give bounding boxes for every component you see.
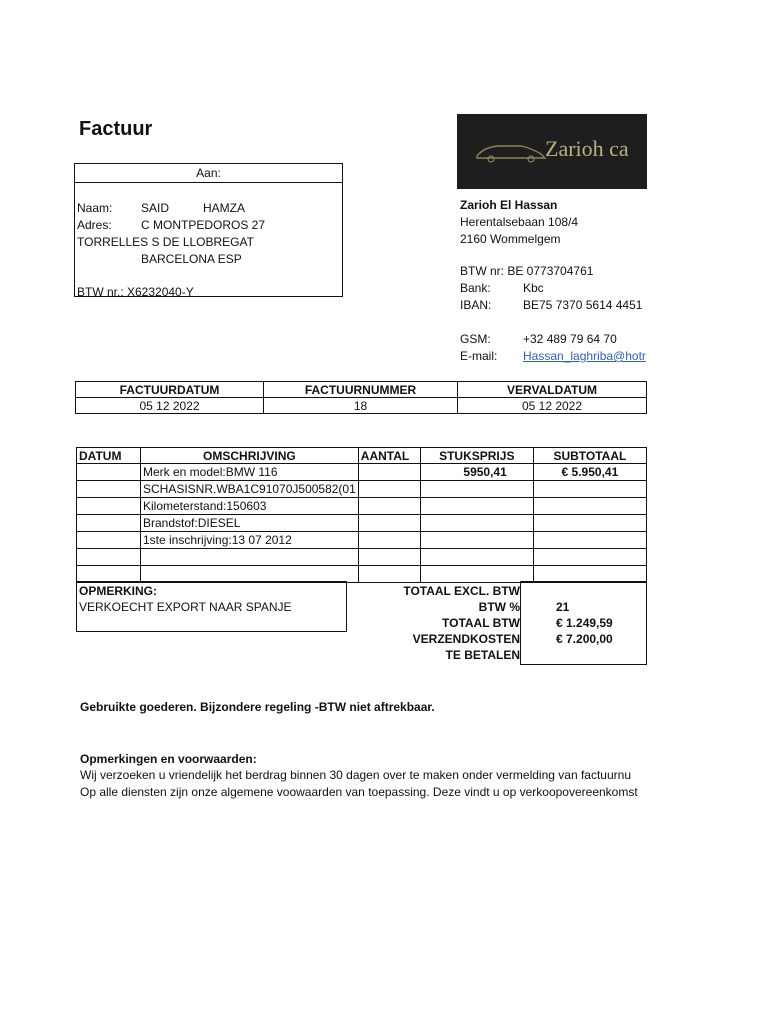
gsm-label: GSM:	[460, 332, 491, 346]
bank-value: Kbc	[523, 281, 544, 295]
remarks-box	[76, 581, 347, 632]
naam-first: SAID	[141, 201, 170, 215]
email-label: E-mail:	[460, 349, 498, 363]
table-cell	[77, 566, 141, 583]
omschrijving-header: OMSCHRIJVING	[141, 448, 359, 464]
table-row	[77, 549, 647, 566]
table-cell	[420, 515, 533, 532]
conditions-title: Opmerkingen en voorwaarden:	[80, 752, 257, 766]
totaal-btw-label: TOTAAL BTW	[442, 616, 520, 630]
table-cell	[77, 481, 141, 498]
logo-text: Zarioh ca	[545, 136, 629, 161]
verzendkosten-value: € 7.200,00	[556, 632, 613, 646]
factuurdatum-header: FACTUURDATUM	[76, 382, 264, 398]
gsm-value: +32 489 79 64 70	[523, 332, 617, 346]
invoice-info-table	[75, 381, 647, 414]
table-cell	[533, 532, 646, 549]
factuurnummer-header: FACTUURNUMMER	[264, 382, 458, 398]
datum-header: DATUM	[77, 448, 141, 464]
table-cell	[358, 549, 420, 566]
table-cell	[358, 464, 420, 481]
table-cell	[533, 566, 646, 583]
email-link[interactable]: Hassan_laghriba@hotr	[523, 349, 646, 363]
stuksprijs-header: STUKSPRIJS	[420, 448, 533, 464]
table-cell	[420, 566, 533, 583]
country-line: BARCELONA ESP	[141, 252, 242, 266]
table-cell	[77, 549, 141, 566]
table-cell	[533, 481, 646, 498]
table-row	[77, 464, 647, 481]
table-cell: Kilometerstand:150603	[141, 498, 359, 515]
table-cell	[420, 481, 533, 498]
btw-percent-label: BTW %	[478, 600, 520, 614]
te-betalen-label: TE BETALEN	[445, 648, 520, 662]
company-logo	[457, 114, 647, 189]
table-row	[77, 566, 647, 583]
seller-name: Zarioh El Hassan	[460, 198, 558, 212]
recipient-header: Aan:	[75, 164, 342, 183]
seller-street: Herentalsebaan 108/4	[460, 215, 579, 229]
table-cell	[358, 515, 420, 532]
table-cell	[358, 498, 420, 515]
table-cell	[141, 549, 359, 566]
table-cell: € 5.950,41	[533, 464, 646, 481]
table-row	[77, 532, 647, 549]
iban-label: IBAN:	[460, 298, 492, 312]
conditions-line-1: Wij verzoeken u vriendelijk het berdrag binnen 30 dagen over te maken onder vermelding van factuurnu	[80, 768, 631, 782]
adres-street: C MONTPEDOROS 27	[141, 218, 266, 232]
table-cell: 5950,41	[420, 464, 533, 481]
table-cell	[420, 498, 533, 515]
remarks-text: VERKOECHT EXPORT NAAR SPANJE	[79, 600, 292, 614]
table-cell	[141, 566, 359, 583]
verzendkosten-label: VERZENDKOSTEN	[412, 632, 520, 646]
factuurdatum-value: 05 12 2022	[76, 398, 264, 414]
vervaldatum-header: VERVALDATUM	[458, 382, 647, 398]
aantal-header: AANTAL	[358, 448, 420, 464]
table-cell	[420, 549, 533, 566]
seller-city: 2160 Wommelgem	[460, 232, 561, 246]
table-cell	[77, 515, 141, 532]
recipient-box	[74, 163, 343, 297]
city-line: TORRELLES S DE LLOBREGAT	[77, 235, 254, 249]
table-cell: Merk en model:BMW 116	[141, 464, 359, 481]
table-row	[77, 481, 647, 498]
table-cell: SCHASISNR.WBA1C91070J500582(01	[141, 481, 359, 498]
totaal-btw-value: € 1.249,59	[556, 616, 613, 630]
table-cell	[420, 532, 533, 549]
naam-label: Naam:	[77, 201, 113, 215]
totaal-excl-label: TOTAAL EXCL. BTW	[403, 584, 520, 598]
table-cell	[358, 566, 420, 583]
adres-label: Adres:	[77, 218, 112, 232]
table-row	[77, 515, 647, 532]
table-row	[77, 498, 647, 515]
table-cell	[77, 532, 141, 549]
subtotaal-header: SUBTOTAAL	[533, 448, 646, 464]
table-cell	[533, 549, 646, 566]
table-cell	[533, 498, 646, 515]
factuurnummer-value: 18	[264, 398, 458, 414]
table-cell	[533, 515, 646, 532]
seller-btw: BTW nr: BE 0773704761	[460, 264, 594, 278]
btw-percent-value: 21	[556, 600, 570, 614]
vervaldatum-value: 05 12 2022	[458, 398, 647, 414]
table-cell	[77, 498, 141, 515]
naam-last: HAMZA	[203, 201, 245, 215]
table-cell	[77, 464, 141, 481]
table-cell: 1ste inschrijving:13 07 2012	[141, 532, 359, 549]
items-table	[76, 447, 647, 583]
bank-label: Bank:	[460, 281, 491, 295]
car-icon	[471, 132, 551, 172]
recipient-btw: BTW nr.: X6232040-Y	[77, 285, 194, 299]
table-cell	[358, 481, 420, 498]
page-title: Factuur	[79, 118, 153, 140]
vat-note: Gebruikte goederen. Bijzondere regeling -BTW niet aftrekbaar.	[80, 700, 435, 714]
remarks-label: OPMERKING:	[79, 584, 157, 598]
iban-value: BE75 7370 5614 4451	[523, 298, 643, 312]
table-cell	[358, 532, 420, 549]
table-cell: Brandstof:DIESEL	[141, 515, 359, 532]
conditions-line-2: Op alle diensten zijn onze algemene voowaarden van toepassing. Deze vindt u op verkoopovereenkomst	[80, 785, 638, 799]
